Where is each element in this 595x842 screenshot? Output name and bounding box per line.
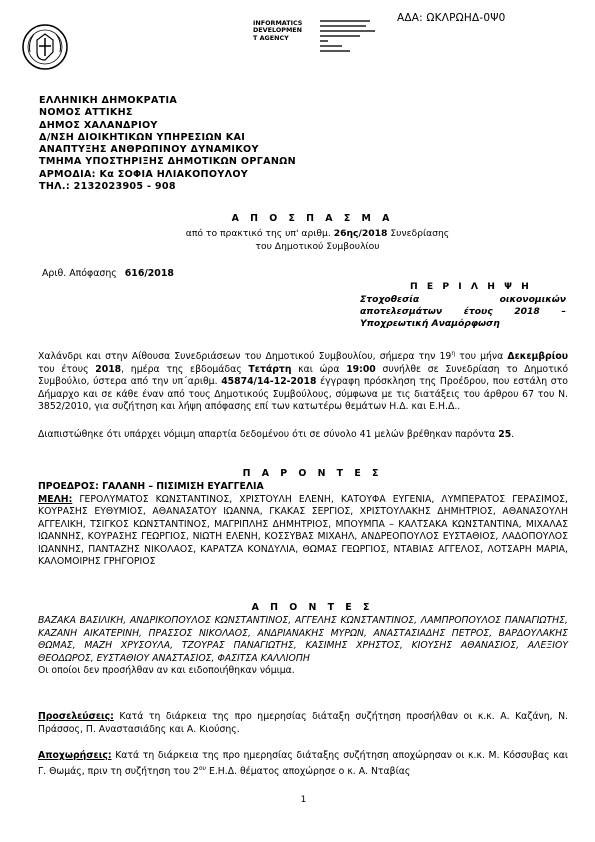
members-label: ΜΕΛΗ: [38,493,73,505]
chair: ΠΡΟΕΔΡΟΣ: ΓΑΛΑΝΗ – ΠΙΣΙΜΙΣΗ ΕΥΑΓΓΕΛΙΑ [38,481,264,492]
ida-line: DEVELOPMEN [253,26,303,35]
present-list [38,481,568,569]
arrivals-paragraph: Προσελεύσεις: Κατά τη διάρκεια της προ ημερησίας διάταξη συζήτηση προσήλθαν οι κ.κ. Α. Καζάνη, Ν. Πράσσος, Π. Αναστασιάδης και Α. Κιούσης. [38,711,568,735]
ida-greek-stamp [320,20,382,55]
absent-list: ΒΑΖΑΚΑ ΒΑΣΙΛΙΚΗ, ΑΝΔΡΙΚΟΠΟΥΛΟΣ ΚΩΝΣΤΑΝΤΙΝΟΣ, ΑΓΓΕΛΗΣ ΚΩΝΣΤΑΝΤΙΝΟΣ, ΛΑΜΠΡΟΠΟΥΛΟΣ ΠΑΝΑΓΙΩΤΗΣ, ΚΑΖΑΝΗ ΑΙΚΑΤΕΡΙΝΗ, ΠΡΑΣΣΟΣ ΝΙΚΟΛΑΟΣ, ΑΝΔΡΙΑΝΑΚΗΣ ΜΥΡΩΝ, ΑΝΑΣΤΑΣΙΑΔΗΣ ΠΕΤΡΟΣ, ΒΑΡΔΟΥΛΑΚΗΣ ΘΩΜΑΣ, ΜΑΖΗ ΧΡΥΣΟΥΛΑ, ΤΖΟΥΡΑΣ ΠΑΝΑΓΙΩΤΗΣ, ΚΑΣΙΜΗΣ ΧΡΗΣΤΟΣ, ΚΙΟΥΣΗΣ ΑΘΑΝΑΣΙΟΣ, ΑΛΕΞΙΟΥ ΘΕΟΔΩΡΟΣ, ΕΥΣΤΑΘΙΟΥ ΑΝΑΣΤΑΣΙΟΣ, ΦΑΣΙΤΣΑ ΚΑΛΛΙΟΠΗ Οι οποίοι δεν προσήλθαν αν και ειδοποιήθηκαν νόμιμα. [38,615,568,676]
ida-line: T AGENCY [253,33,289,42]
ada-code: ΑΔΑ: ΩΚΛΡΩΗΔ-0Ψ0 [397,12,506,24]
header-line: ΤΗΛ.: 2132023905 - 908 [39,181,176,193]
decision-number: Αριθ. Απόφασης 616/2018 [42,268,174,279]
apospasma-subtitle: από το πρακτικό της υπ' αριθμ. 26ης/2018 Συνεδρίασης του Δημοτικού Συμβουλίου [185,228,450,252]
apospasma-title: Α Π Ο Σ Π Α Σ Μ Α [231,213,394,224]
greek-republic-seal-icon [20,22,70,72]
letterhead [39,95,296,193]
intro-paragraph: Χαλάνδρι και στην Αίθουσα Συνεδριάσεων του Δημοτικού Συμβουλίου, σήμερα την $19^\eta$ του μήνα Δεκεμβρίου του έτους 2018, ημέρα της εβδομάδας Τετάρτη και ώρα 19:00 συνήλθε σε Συνεδρίαση το Δημοτικό Συμβούλιο, ύστερα από την υπ΄αριθμ. 45874/14-12-2018 έγγραφη πρόσκληση της Προέδρου, που εστάλη στο Δήμαρχο και σε κάθε έναν από τους Δημοτικούς Συμβούλους, σύμφωνα με τις διατάξεις του άρθρου 67 του Ν. 3852/2010, για συζήτηση και λήψη απόφασης επί των κατωτέρω θεμάτων Η.Δ. και Ε.Η.Δ.. [38,350,569,413]
summary-text: Στοχοθεσία οικονομικών αποτελεσμάτων έτους 2018 – Υποχρεωτική Αναμόρφωση [360,294,566,329]
header-line: ΕΛΛΗΝΙΚΗ ΔΗΜΟΚΡΑΤΙΑ [39,95,178,106]
ida-line: INFORMATICS [253,19,303,27]
header-line: ΤΜΗΜΑ ΥΠΟΣΤΗΡΙΞΗΣ ΔΗΜΟΤΙΚΩΝ ΟΡΓΑΝΩΝ [39,156,296,168]
summary-title: Π Ε Ρ Ι Λ Η Ψ Η [410,281,532,292]
header-line: ΑΡΜΟΔΙΑ: Κα ΣΟΦΙΑ ΗΛΙΑΚΟΠΟΥΛΟΥ [39,168,249,180]
quorum-paragraph: Διαπιστώθηκε ότι υπάρχει νόμιμη απαρτία δεδομένου ότι σε σύνολο 41 μελών βρέθηκαν παρόντα 25. [38,429,515,440]
header-line: ΔΗΜΟΣ ΧΑΛΑΝΔΡΙΟΥ [39,119,158,131]
page-number: 1 [300,795,307,805]
members-list: ΓΕΡΟΛΥΜΑΤΟΣ ΚΩΝΣΤΑΝΤΙΝΟΣ, ΧΡΙΣΤΟΥΛΗ ΕΛΕΝΗ, ΚΑΤΟΥΦΑ ΕΥΓΕΝΙΑ, ΛΥΜΠΕΡΑΤΟΣ ΓΕΡΑΣΙΜΟΣ, ΚΟΥΡΑΣΗΣ ΕΥΘΥΜΙΟΣ, ΑΘΑΝΑΣΑΤΟΥ ΙΩΑΝΝΑ, ΓΚΑΚΑΣ ΣΕΡΓΙΟΣ, ΧΡΙΣΤΟΥΛΑΚΗΣ ΔΗΜΗΤΡΙΟΣ, ΑΘΑΝΑΣΟΥΛΗ ΑΓΓΕΛΙΚΗ, ΤΣΙΓΚΟΣ ΚΩΝΣΤΑΝΤΙΝΟΣ, ΜΑΓΡΙΠΛΗΣ ΔΗΜΗΤΡΙΟΣ, ΜΠΟΥΜΠΑ – ΚΑΛΤΣΑΚΑ ΚΩΝΣΤΑΝΤΙΝΑ, ΜΙΧΑΛΑΣ ΙΩΑΝΝΗΣ, ΚΟΥΡΑΣΗΣ ΓΕΩΡΓΙΟΣ, ΝΙΩΤΗ ΕΛΕΝΗ, ΚΟΣΣΥΒΑΣ ΜΙΧΑΗΛ, ΑΝΔΡΕΟΠΟΥΛΟΣ ΕΥΣΤΑΘΙΟΣ, ΛΑΔΟΠΟΥΛΟΣ ΙΩΑΝΝΗΣ, ΠΑΝΤΑΖΗΣ ΝΙΚΟΛΑΟΣ, ΚΑΡΑΤΖΑ ΚΟΝΔΥΛΙΑ, ΘΩΜΑΣ ΓΕΩΡΓΙΟΣ, ΝΤΑΒΙΑΣ ΑΓΓΕΛΟΣ, ΛΟΤΣΑΡΗ ΜΑΡΙΑ, ΚΑΛΟΜΟΙΡΗΣ ΓΡΗΓΟΡΙΟΣ [38,493,568,567]
header-line: Δ/ΝΣΗ ΔΙΟΙΚΗΤΙΚΩΝ ΥΠΗΡΕΣΙΩΝ ΚΑΙ [39,131,246,143]
ida-logo-text [253,20,315,42]
departures-paragraph: Αποχωρήσεις: Κατά τη διάρκεια της προ ημερησίας διάταξης συζήτηση αποχώρησαν οι κ.κ. Μ. Κόσσυβας και Γ. Θωμάς, πριν τη συζήτηση του $2^{o\upsilon}$ Ε.Η.Δ. θέματος αποχώρησε ο κ. Α. Νταβίας [38,750,568,777]
present-title: Π Α Ρ Ο Ν Τ Ε Σ [242,468,383,479]
absent-title: Α Π Ο Ν Τ Ε Σ [251,602,374,613]
header-line: ΑΝΑΠΤΥΞΗΣ ΑΝΘΡΩΠΙΝΟΥ ΔΥΝΑΜΙΚΟΥ [39,144,259,156]
header-line: ΝΟΜΟΣ ΑΤΤΙΚΗΣ [39,107,133,119]
